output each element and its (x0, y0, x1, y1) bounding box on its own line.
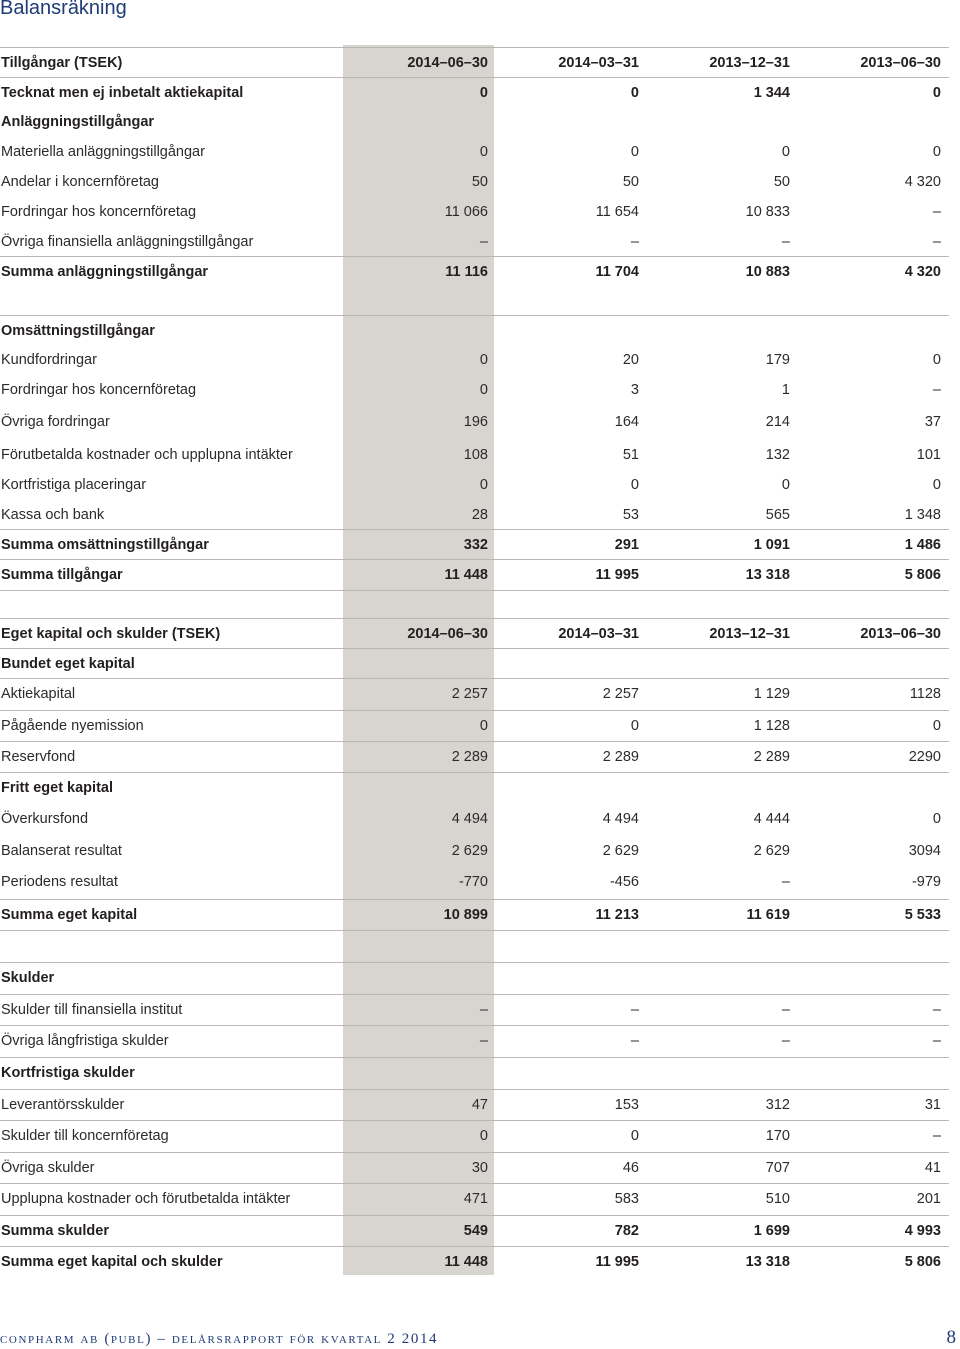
cell-col-1: – (479, 234, 488, 250)
row-label: Balanserat resultat (1, 843, 122, 859)
table-row-fordringar-hos-koncernforetag (0, 197, 949, 227)
cell-col-3: 13 318 (745, 567, 790, 583)
cell-col-3: 13 318 (745, 1254, 790, 1270)
row-label: Fritt eget kapital (1, 780, 113, 796)
cell-col-1: 2 629 (451, 843, 488, 859)
cell-col-3: 10 883 (745, 264, 790, 280)
row-label: Kortfristiga placeringar (1, 477, 147, 493)
cell-col-2: 2014–03–31 (558, 55, 639, 71)
cell-col-2: 20 (622, 352, 639, 368)
cell-col-3: 4 444 (753, 811, 790, 827)
cell-col-4: 0 (932, 144, 941, 160)
cell-col-3: 50 (773, 174, 790, 190)
cell-col-1: 0 (479, 144, 488, 160)
cell-col-2: 153 (614, 1097, 639, 1113)
cell-col-1: 11 448 (444, 567, 488, 583)
cell-col-3: 565 (765, 507, 790, 523)
cell-col-1: 0 (479, 718, 488, 734)
row-label: Summa skulder (1, 1223, 109, 1239)
cell-col-2: 53 (622, 507, 639, 523)
cell-col-2: 0 (630, 718, 639, 734)
table-row-leverantorsskulder (0, 1089, 949, 1120)
cell-col-4: – (932, 1002, 941, 1018)
table-row-eget-kapital-och-skulder-tsek (0, 618, 949, 649)
table-row-skulder-till-koncernforetag (0, 1120, 949, 1151)
row-label: Andelar i koncernföretag (1, 174, 159, 190)
table-row-skulder-till-finansiella-institut (0, 994, 949, 1025)
cell-col-1: 4 494 (451, 811, 488, 827)
cell-col-1: 47 (471, 1097, 488, 1113)
cell-col-4: – (932, 382, 941, 398)
cell-col-4: 2013–06–30 (860, 626, 941, 642)
cell-col-4: 3094 (908, 843, 941, 859)
row-label: Fordringar hos koncernföretag (1, 382, 197, 398)
row-label: Fordringar hos koncernföretag (1, 204, 197, 220)
row-label: Skulder till koncernföretag (1, 1128, 169, 1144)
table-row-balanserat-resultat (0, 836, 949, 866)
row-label: Summa omsättningstillgångar (1, 537, 209, 553)
cell-col-4: – (932, 234, 941, 250)
cell-col-2: 11 654 (595, 204, 639, 220)
row-label: Förutbetalda kostnader och upplupna intäkter (1, 447, 293, 463)
row-label: Reservfond (1, 749, 76, 765)
table-row-ovriga-fordringar (0, 407, 949, 437)
row-label: Omsättningstillgångar (1, 323, 155, 339)
row-label: Summa eget kapital och skulder (1, 1254, 223, 1270)
cell-col-4: 101 (916, 447, 941, 463)
table-row-summa-eget-kapital-och-skulder (0, 1246, 949, 1277)
table-row-kassa-och-bank (0, 500, 949, 530)
table-row-skulder (0, 962, 949, 993)
row-label: Kundfordringar (1, 352, 97, 368)
cell-col-1: 0 (479, 382, 488, 398)
cell-col-3: 2013–12–31 (709, 55, 790, 71)
cell-col-4: 2290 (908, 749, 941, 765)
cell-col-1: 332 (463, 537, 488, 553)
row-label: Tecknat men ej inbetalt aktiekapital (1, 85, 244, 101)
table-row-aktiekapital (0, 678, 949, 709)
cell-col-4: 201 (916, 1191, 941, 1207)
cell-col-2: 11 995 (595, 1254, 639, 1270)
cell-col-3: 1 (781, 382, 790, 398)
cell-col-3: 707 (765, 1160, 790, 1176)
cell-col-4: 41 (924, 1160, 941, 1176)
cell-col-2: -456 (609, 874, 639, 890)
table-row-kortfristiga-skulder (0, 1057, 949, 1088)
row-label: Eget kapital och skulder (TSEK) (1, 626, 221, 642)
cell-col-1: 471 (463, 1191, 488, 1207)
cell-col-2: 50 (622, 174, 639, 190)
row-label: Kassa och bank (1, 507, 105, 523)
cell-col-1: 0 (479, 1128, 488, 1144)
table-row-kortfristiga-placeringar (0, 470, 949, 500)
cell-col-2: 2 289 (602, 749, 639, 765)
cell-col-1: 196 (463, 414, 488, 430)
table-row-ovriga-finansiella-anlaggningstillgangar (0, 227, 949, 257)
row-label: Materiella anläggningstillgångar (1, 144, 205, 160)
row-label: Periodens resultat (1, 874, 118, 890)
cell-col-2: 4 494 (602, 811, 639, 827)
cell-col-3: 312 (765, 1097, 790, 1113)
table-row-upplupna-kostnader-och-forutbetalda-intakter (0, 1183, 949, 1214)
cell-col-4: 0 (932, 811, 941, 827)
cell-col-1: 108 (463, 447, 488, 463)
cell-col-4: 1128 (909, 686, 941, 702)
cell-col-1: 11 448 (444, 1254, 488, 1270)
table-row-summa-anlaggningstillgangar (0, 256, 949, 287)
cell-col-4: 0 (932, 85, 941, 101)
cell-col-4: 2013–06–30 (860, 55, 941, 71)
cell-col-4: – (932, 1033, 941, 1049)
cell-col-2: 782 (614, 1223, 639, 1239)
row-label: Aktiekapital (1, 686, 76, 702)
cell-col-1: 2014–06–30 (407, 55, 488, 71)
table-row-summa-tillgangar (0, 559, 949, 591)
row-label: Bundet eget kapital (1, 656, 135, 672)
cell-col-2: 164 (614, 414, 639, 430)
table-row-bundet-eget-kapital (0, 648, 949, 679)
cell-col-4: 0 (932, 352, 941, 368)
cell-col-4: 4 320 (904, 264, 941, 280)
row-label: Tillgångar (TSEK) (1, 55, 123, 71)
cell-col-3: 510 (765, 1191, 790, 1207)
row-label: Summa eget kapital (1, 907, 138, 923)
cell-col-3: 2 289 (753, 749, 790, 765)
cell-col-2: 291 (614, 537, 639, 553)
cell-col-3: 2 629 (753, 843, 790, 859)
cell-col-2: 0 (630, 477, 639, 493)
cell-col-3: 1 699 (753, 1223, 790, 1239)
cell-col-1: 28 (471, 507, 488, 523)
row-label: Övriga långfristiga skulder (1, 1033, 169, 1049)
cell-col-2: 0 (630, 85, 639, 101)
cell-col-3: – (781, 234, 790, 250)
row-label: Summa anläggningstillgångar (1, 264, 209, 280)
cell-col-1: 549 (463, 1223, 488, 1239)
cell-col-3: – (781, 874, 790, 890)
cell-col-2: 11 704 (595, 264, 639, 280)
table-row-periodens-resultat (0, 867, 949, 897)
cell-col-1: 11 066 (444, 204, 488, 220)
row-label: Upplupna kostnader och förutbetalda intäkter (1, 1191, 291, 1207)
cell-col-3: – (781, 1002, 790, 1018)
cell-col-2: 2 257 (602, 686, 639, 702)
page-number: 8 (946, 1327, 956, 1348)
cell-col-4: – (932, 1128, 941, 1144)
cell-col-2: 0 (630, 1128, 639, 1144)
cell-col-4: 5 806 (904, 567, 941, 583)
footer-text: conpharm ab (publ) – delårsrapport för kvartal 2 2014 (0, 1331, 439, 1347)
cell-col-1: – (479, 1033, 488, 1049)
cell-col-2: – (630, 234, 639, 250)
cell-col-3: 132 (765, 447, 790, 463)
cell-col-4: 1 348 (904, 507, 941, 523)
cell-col-4: 31 (924, 1097, 941, 1113)
cell-col-3: 10 833 (745, 204, 790, 220)
table-row-overkursfond (0, 804, 949, 834)
row-label: Övriga finansiella anläggningstillgångar (1, 234, 254, 250)
cell-col-2: 46 (622, 1160, 639, 1176)
table-row-reservfond (0, 741, 949, 772)
cell-col-1: 11 116 (445, 264, 488, 280)
cell-col-1: 0 (479, 352, 488, 368)
row-label: Kortfristiga skulder (1, 1065, 135, 1081)
cell-col-1: 0 (479, 85, 488, 101)
cell-col-1: 50 (471, 174, 488, 190)
cell-col-1: 30 (471, 1160, 488, 1176)
row-label: Pågående nyemission (1, 718, 144, 734)
row-label: Övriga skulder (1, 1160, 95, 1176)
cell-col-2: 2014–03–31 (558, 626, 639, 642)
cell-col-3: 214 (765, 414, 790, 430)
cell-col-3: 1 129 (753, 686, 790, 702)
cell-col-3: 11 619 (746, 907, 790, 923)
cell-col-4: 5 533 (904, 907, 941, 923)
row-label: Leverantörsskulder (1, 1097, 125, 1113)
cell-col-4: 37 (924, 414, 941, 430)
table-row-pagaende-nyemission (0, 710, 949, 741)
row-label: Skulder (1, 970, 55, 986)
cell-col-2: – (630, 1002, 639, 1018)
table-row-anlaggningstillgangar (0, 107, 949, 137)
cell-col-3: 0 (781, 477, 790, 493)
cell-col-2: – (630, 1033, 639, 1049)
row-label: Skulder till finansiella institut (1, 1002, 183, 1018)
cell-col-4: 4 993 (904, 1223, 941, 1239)
table-row-ovriga-skulder (0, 1152, 949, 1183)
cell-col-2: 3 (630, 382, 639, 398)
cell-col-3: 1 128 (753, 718, 790, 734)
cell-col-3: 2013–12–31 (709, 626, 790, 642)
cell-col-4: – (932, 204, 941, 220)
cell-col-3: 1 344 (753, 85, 790, 101)
cell-col-2: 11 213 (595, 907, 639, 923)
cell-col-4: 0 (932, 718, 941, 734)
row-label: Anläggningstillgångar (1, 114, 155, 130)
cell-col-4: 4 320 (904, 174, 941, 190)
cell-col-4: 1 486 (904, 537, 941, 553)
cell-col-2: 2 629 (602, 843, 639, 859)
cell-col-4: 0 (932, 477, 941, 493)
row-label: Övriga fordringar (1, 414, 110, 430)
table-row-materiella-anlaggningstillgangar (0, 137, 949, 167)
page-title: Balansräkning (0, 0, 127, 19)
cell-col-3: 179 (765, 352, 790, 368)
row-label: Summa tillgångar (1, 567, 123, 583)
table-row-fritt-eget-kapital (0, 772, 949, 803)
cell-col-3: 0 (781, 144, 790, 160)
cell-col-1: 2014–06–30 (407, 626, 488, 642)
cell-col-2: 583 (614, 1191, 639, 1207)
cell-col-4: -979 (911, 874, 941, 890)
cell-col-4: 5 806 (904, 1254, 941, 1270)
table-row-tecknat-men-ej-inbetalt-aktiekapital (0, 77, 949, 108)
table-row-omsattningstillgangar (0, 315, 949, 346)
table-row-fordringar-hos-koncernforetag (0, 375, 949, 405)
table-row-kundfordringar (0, 345, 949, 375)
cell-col-1: – (479, 1002, 488, 1018)
table-row-forutbetalda-kostnader-och-upplupna-intakter (0, 440, 949, 470)
table-row-tillgangar-tsek (0, 47, 949, 78)
cell-col-1: 10 899 (443, 907, 488, 923)
table-row-andelar-i-koncernforetag (0, 167, 949, 197)
cell-col-3: 1 091 (753, 537, 790, 553)
row-label: Överkursfond (1, 811, 89, 827)
cell-col-2: 11 995 (595, 567, 639, 583)
table-row-ovriga-langfristiga-skulder (0, 1025, 949, 1056)
cell-col-2: 0 (630, 144, 639, 160)
cell-col-2: 51 (622, 447, 639, 463)
table-row-summa-eget-kapital (0, 899, 949, 931)
cell-col-3: – (781, 1033, 790, 1049)
cell-col-1: 0 (479, 477, 488, 493)
table-row-summa-omsattningstillgangar (0, 529, 949, 560)
cell-col-3: 170 (765, 1128, 790, 1144)
cell-col-1: -770 (458, 874, 488, 890)
table-row-summa-skulder (0, 1215, 949, 1246)
cell-col-1: 2 289 (451, 749, 488, 765)
cell-col-1: 2 257 (451, 686, 488, 702)
